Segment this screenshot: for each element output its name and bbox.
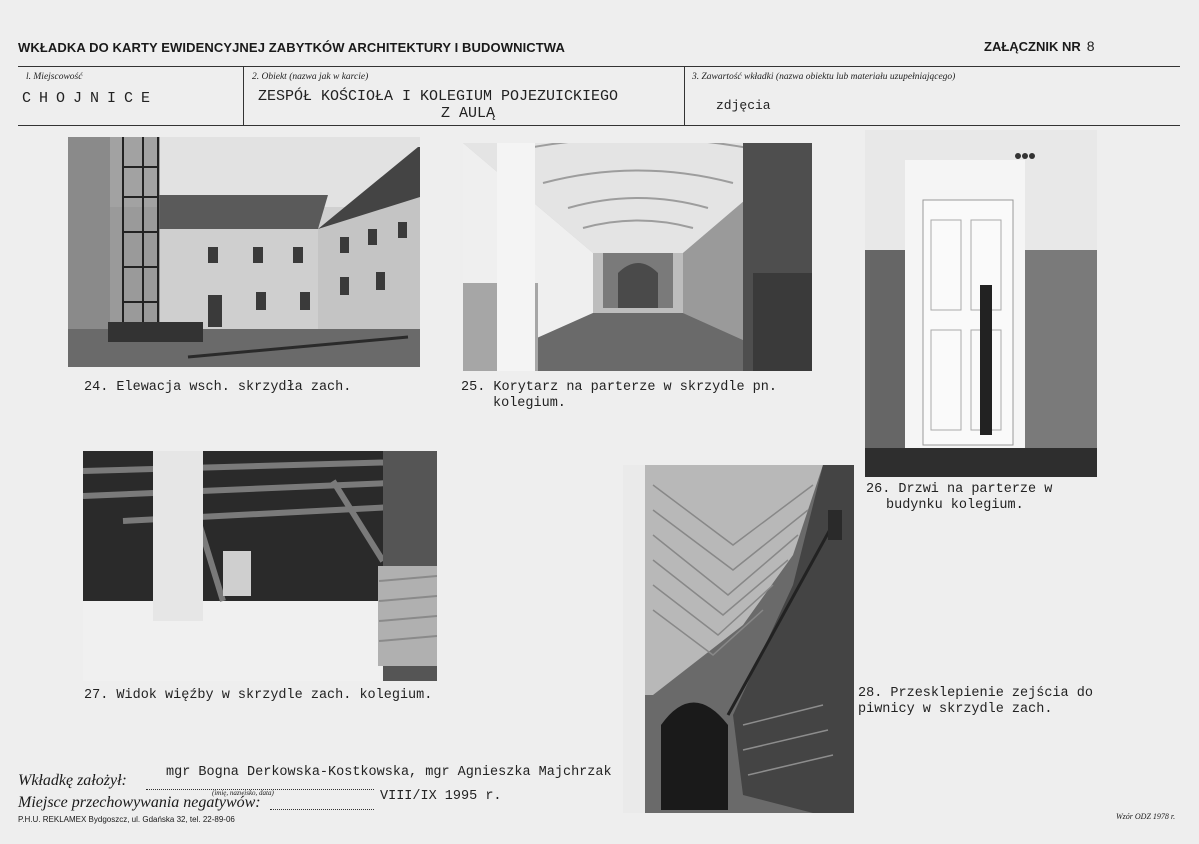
attachment-label: ZAŁĄCZNIK NR (984, 39, 1081, 54)
form-title: WKŁADKA DO KARTY EWIDENCYJNEJ ZABYTKÓW ARCHITEKTURY I BUDOWNICTWA (18, 40, 565, 55)
object-line-2: Z AULĄ (440, 105, 495, 122)
photo-ground-floor-door (865, 130, 1097, 477)
printer-imprint: P.H.U. REKLAMEX Bydgoszcz, ul. Gdańska 32, tel. 22-89-06 (18, 815, 235, 824)
attachment-value: 8 (1086, 38, 1095, 54)
object-value (258, 88, 678, 122)
negatives-date: VIII/IX 1995 r. (380, 789, 502, 804)
photo-roof-truss (83, 451, 437, 681)
object-label: 2. Obiekt (nazwa jak w karcie) (252, 72, 369, 82)
photo-caption-26: 26. Drzwi na parterze w budynku kolegium. (866, 482, 1053, 513)
photo-vaulted-corridor (463, 143, 812, 371)
photo-caption-24: 24. Elewacja wsch. skrzydła zach. (84, 380, 352, 395)
object-line-1: ZESPÓŁ KOŚCIOŁA I KOLEGIUM POJEZUICKIEGO (258, 88, 619, 105)
place-value: CHOJNICE (22, 90, 159, 107)
author-label: Wkładkę założył: (18, 772, 127, 789)
photo-caption-28: 28. Przesklepienie zejścia do piwnicy w skrzydle zach. (858, 686, 1093, 717)
field-divider (243, 66, 244, 126)
field-divider (684, 66, 685, 126)
photo-courtyard-facade (68, 137, 420, 367)
contents-value: zdjęcia (716, 98, 771, 113)
author-hint: (imię, nazwisko, data) (212, 789, 274, 797)
photo-cellar-stairwell (623, 465, 854, 813)
place-label: l. Miejscowość (26, 72, 83, 82)
storage-label: Miejsce przechowywania negatywów: (18, 794, 261, 811)
header-rule-bottom (18, 125, 1180, 126)
storage-dotted-line (270, 809, 374, 810)
contents-label: 3. Zawartość wkładki (nazwa obiektu lub materiału uzupełniającego) (692, 72, 956, 82)
author-value: mgr Bogna Derkowska-Kostkowska, mgr Agnieszka Majchrzak (166, 765, 612, 780)
photo-caption-27: 27. Widok więźby w skrzydle zach. kolegium. (84, 688, 433, 703)
attachment-number (984, 38, 1095, 54)
header-rule-top (18, 66, 1180, 67)
photo-caption-25: 25. Korytarz na parterze w skrzydle pn. kolegium. (461, 380, 777, 411)
form-code: Wzór ODZ 1978 r. (1116, 812, 1176, 821)
